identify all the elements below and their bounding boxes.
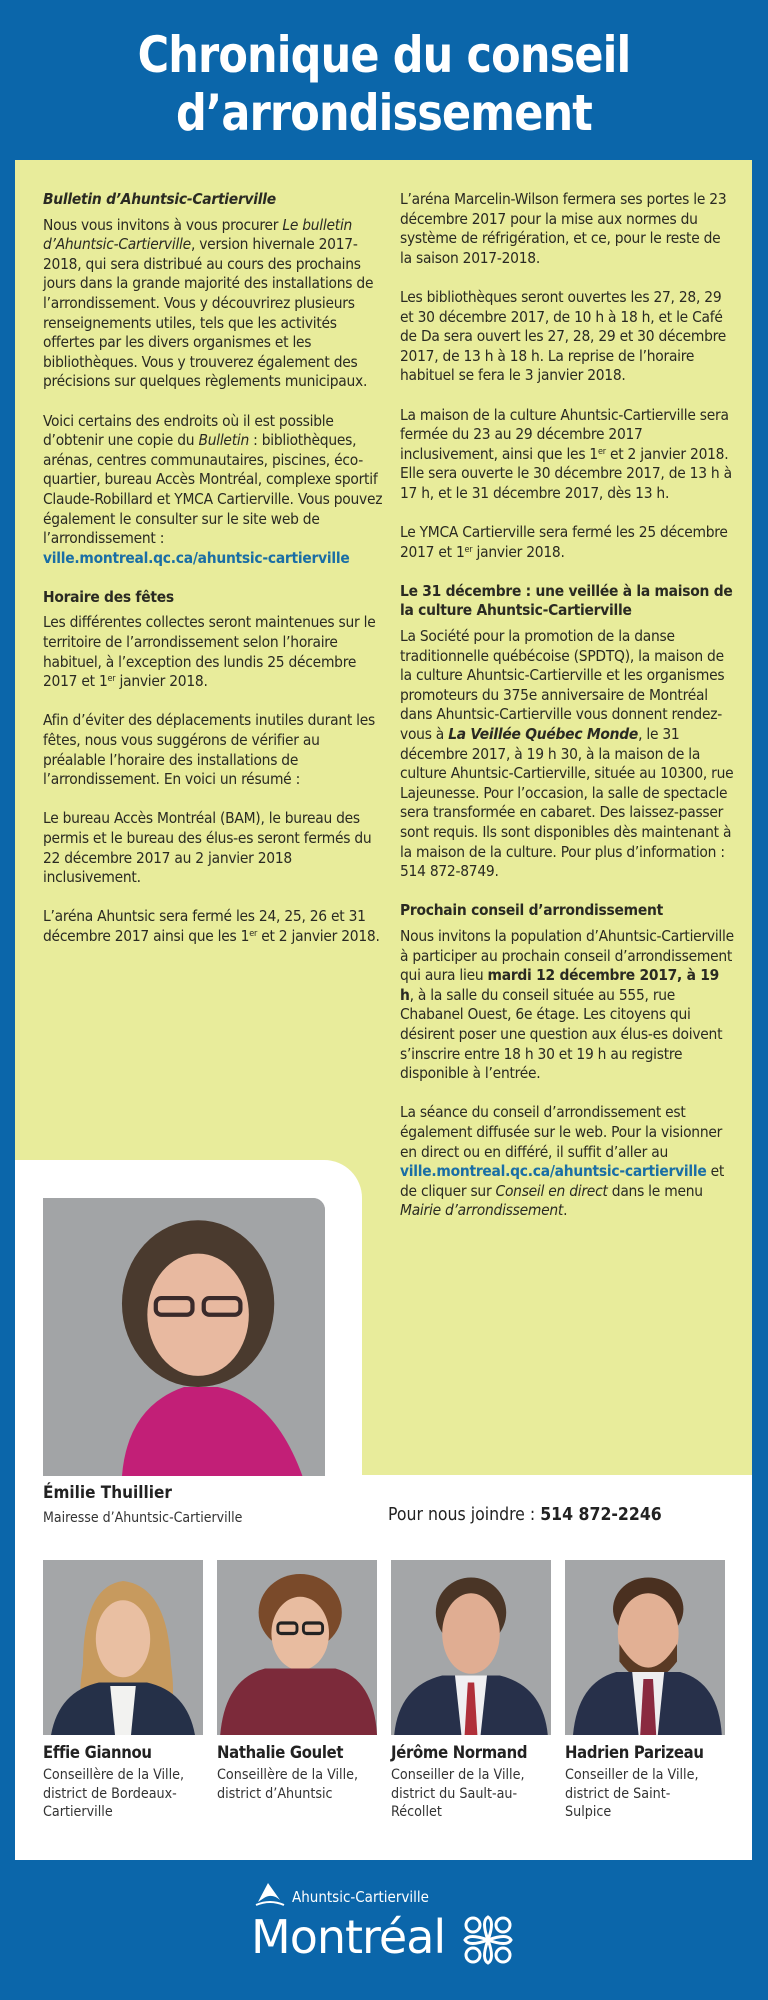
event-title: La Veillée Québec Monde xyxy=(448,725,639,744)
text: Les différentes collectes seront maintenues sur le territoire de l’arrondissement selon l’horaire habituel, à l’exception des lundis 25 décembre 2017 et 1 xyxy=(43,613,376,691)
mayor-photo xyxy=(43,1198,325,1476)
councillor-role: Conseillère de la Ville, district d’Ahuntsic xyxy=(217,1767,359,1802)
mayor-title: Mairesse d’Ahuntsic-Cartierville xyxy=(43,1510,243,1526)
portrait-icon xyxy=(565,1560,725,1735)
councillor-role: Conseiller de la Ville, district de Saint-Sulpice xyxy=(565,1767,699,1820)
superscript: er xyxy=(598,446,606,457)
text: , à la salle du conseil située au 555, rue Chabanel Ouest, 6e étage. Les citoyens qui désirent poser une question aux élus-es doivent s’inscrire entre 18 h 30 et 19 h au registre disponible à l’entrée. xyxy=(400,985,723,1083)
text: La maison de la culture Ahuntsic-Cartierville sera fermée du 23 au 29 décembre 2017 inclusivement, ainsi que les 1 xyxy=(400,405,729,463)
page-header xyxy=(0,0,768,160)
portrait-icon xyxy=(43,1198,325,1476)
text: Le YMCA Cartierville sera fermé les 25 décembre 2017 et 1 xyxy=(400,523,728,561)
title-line-2: d’arrondissement xyxy=(176,84,592,142)
text: et de cliquer sur xyxy=(400,1162,725,1200)
text: janvier 2018. xyxy=(472,542,565,561)
library-paragraph: Les bibliothèques seront ouvertes les 27, 28, 29 et 30 décembre 2017, de 10 h à 18 h, et le Café de Da sera ouvert les 27, 28, 29 et 30 décembre 2017, de 13 h à 18 h. La reprise de l’horaire habituel se fera le 3 janvier 2018. xyxy=(400,287,727,385)
councillor-name: Hadrien Parizeau xyxy=(565,1743,704,1762)
veillee-heading: Le 31 décembre : une veillée à la maison de la culture Ahuntsic-Cartierville xyxy=(400,581,733,620)
holiday-paragraph-4 xyxy=(43,907,383,946)
text: , le 31 décembre 2017, à 19 h 30, à la maison de la culture Ahuntsic-Cartierville, située au 10300, rue Lajeunesse. Pour l’occasion, la salle de spectacle sera transformée en cabaret. Des laissez-passer sont requis. Ils sont disponibles dès maintenant à la maison de la culture. Pour plus d’information : 514 872-8749. xyxy=(400,725,734,881)
portrait-icon xyxy=(217,1560,377,1735)
councillor-photo xyxy=(43,1560,203,1735)
councillor-name: Jérôme Normand xyxy=(391,1743,528,1762)
menu-reference: Conseil en direct xyxy=(495,1181,608,1200)
council-paragraph-1 xyxy=(400,927,735,1084)
menu-reference: Mairie d’arrondissement xyxy=(400,1201,564,1220)
text: L’aréna Ahuntsic sera fermé les 24, 25, 26 et 31 décembre 2017 ainsi que les 1 xyxy=(43,907,366,945)
bulletin-title: Bulletin xyxy=(198,431,249,450)
councillor-card xyxy=(391,1560,556,1822)
superscript: er xyxy=(107,674,116,685)
councillor-card xyxy=(43,1560,208,1822)
borough-logo-icon xyxy=(254,1880,286,1908)
bulletin-paragraph-2 xyxy=(43,412,383,569)
bulletin-paragraph-1 xyxy=(43,216,383,392)
text: Nous invitons la population d’Ahuntsic-Cartierville à participer au prochain conseil d’arrondissement qui aura lieu xyxy=(400,926,734,985)
title-line-1: Chronique du conseil xyxy=(137,26,631,84)
contact-line xyxy=(388,1505,662,1525)
council-paragraph-2 xyxy=(400,1103,735,1221)
text: Voici certains des endroits où il est possible d’obtenir une copie du xyxy=(43,411,334,450)
councillor-role: Conseillère de la Ville, district de Bordeaux-Cartierville xyxy=(43,1767,185,1820)
webcast-link[interactable]: ville.montreal.qc.ca/ahuntsic-cartierville xyxy=(400,1162,707,1181)
councillor-name: Effie Giannou xyxy=(43,1743,152,1762)
text: Nous vous invitons à vous procurer xyxy=(43,215,283,234)
mayor-name: Émilie Thuillier xyxy=(43,1483,172,1503)
culture-house-paragraph xyxy=(400,406,735,504)
page-title xyxy=(54,0,714,142)
text: . xyxy=(563,1201,568,1220)
city-name: Montréal xyxy=(251,1910,446,1964)
councillor-card xyxy=(565,1560,730,1822)
councillor-card xyxy=(217,1560,382,1803)
right-column xyxy=(400,190,735,1240)
borough-website-link[interactable]: ville.montreal.qc.ca/ahuntsic-cartierville xyxy=(43,548,350,567)
veillee-paragraph xyxy=(400,627,735,882)
holiday-heading: Horaire des fêtes xyxy=(43,587,174,606)
arena-paragraph: L’aréna Marcelin-Wilson fermera ses portes le 23 décembre 2017 pour la mise aux normes du système de réfrigération, et ce, pour le reste de la saison 2017-2018. xyxy=(400,190,727,267)
holiday-paragraph-2: Afin d’éviter des déplacements inutiles durant les fêtes, nous vous suggérons de vérifier au préalable l’horaire des installations de l’arrondissement. En voici un résumé : xyxy=(43,711,376,789)
text: dans le menu xyxy=(607,1181,703,1200)
councillor-photo xyxy=(565,1560,725,1735)
contact-label: Pour nous joindre : xyxy=(388,1505,541,1525)
text: et 2 janvier 2018. Elle sera ouverte le 30 décembre 2017, de 13 h à 17 h, et le 31 décembre 2017, dès 13 h. xyxy=(400,444,732,502)
council-heading: Prochain conseil d’arrondissement xyxy=(400,901,663,920)
portrait-icon xyxy=(43,1560,203,1735)
holiday-paragraph-3: Le bureau Accès Montréal (BAM), le bureau des permis et le bureau des élus-es seront fermés du 22 décembre 2017 au 2 janvier 2018 inclusivement. xyxy=(43,809,372,887)
bulletin-title: Le bulletin d’Ahuntsic-Cartierville xyxy=(43,215,353,254)
text: , version hivernale 2017-2018, qui sera distribué au cours des prochains jours dans la grande majorité des installations de l’arrondissement. Vous y découvrirez plusieurs renseignements utiles, tels que les activités offertes par les divers organismes et les bibliothèques. Vous y trouverez également des précisions sur quelques règlements municipaux. xyxy=(43,235,374,391)
councillor-role: Conseiller de la Ville, district du Sault-au-Récollet xyxy=(391,1767,525,1820)
left-column xyxy=(43,190,383,966)
text: : bibliothèques, arénas, centres communautaires, piscines, éco-quartier, bureau Accès Montréal, complexe sportif Claude-Robillard et YMCA Cartierville. Vous pouvez également le consulter sur le site web de l’arrondissement : xyxy=(43,431,383,548)
text: et 2 janvier 2018. xyxy=(257,926,380,945)
councillor-name: Nathalie Goulet xyxy=(217,1743,344,1762)
borough-name: Ahuntsic-Cartierville xyxy=(292,1888,429,1906)
councillor-photo xyxy=(391,1560,551,1735)
montreal-rosette-icon xyxy=(461,1913,515,1967)
meeting-datetime: mardi 12 décembre 2017, à 19 h xyxy=(400,966,720,1004)
portrait-icon xyxy=(391,1560,551,1735)
councillor-photo xyxy=(217,1560,377,1735)
text: La séance du conseil d’arrondissement est également diffusée sur le web. Pour la visionner en direct ou en différé, il suffit d’aller au xyxy=(400,1103,723,1161)
bulletin-heading: Bulletin d’Ahuntsic-Cartierville xyxy=(43,190,276,208)
contact-phone[interactable]: 514 872-2246 xyxy=(540,1505,662,1525)
text: La Société pour la promotion de la danse traditionnelle québécoise (SPDTQ), la maison de la culture Ahuntsic-Cartierville et les organismes promoteurs du 375e anniversaire de Montréal dans Ahuntsic-Cartierville vous donnent rendez-vous à xyxy=(400,627,725,744)
holiday-paragraph-1 xyxy=(43,613,383,691)
superscript: er xyxy=(249,928,258,939)
ymca-paragraph xyxy=(400,523,735,562)
text: janvier 2018. xyxy=(115,672,208,691)
superscript: er xyxy=(464,544,473,555)
